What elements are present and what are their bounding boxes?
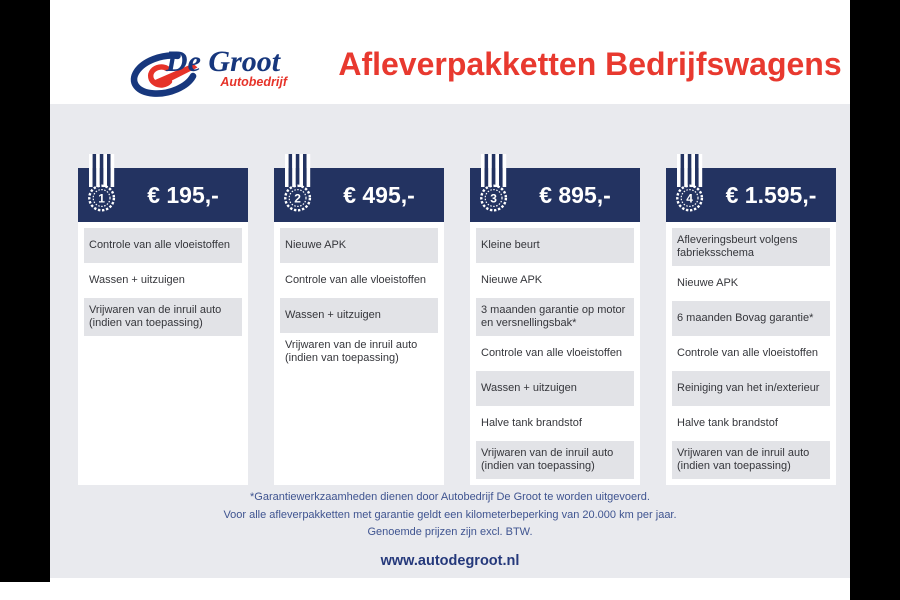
package-2-header <box>274 168 444 222</box>
bottom-band <box>50 578 850 600</box>
package-item: Kleine beurt <box>476 228 634 263</box>
footnote-line: Genoemde prijzen zijn excl. BTW. <box>367 526 533 538</box>
package-card-3 <box>470 168 640 485</box>
svg-text:2: 2 <box>294 191 301 206</box>
header-band <box>50 0 850 104</box>
package-item: Wassen + uitzuigen <box>84 263 242 298</box>
package-item: 6 maanden Bovag garantie* <box>672 301 830 336</box>
medal-1-icon <box>83 154 121 214</box>
package-item: Controle van alle vloeistoffen <box>672 336 830 371</box>
package-item: Wassen + uitzuigen <box>476 371 634 406</box>
package-item: Nieuwe APK <box>280 228 438 263</box>
medal-3-icon <box>475 154 513 214</box>
logo-name: De Groot <box>165 45 281 78</box>
package-1-header <box>78 168 248 222</box>
svg-text:1: 1 <box>98 191 105 206</box>
medal-2-icon <box>279 154 317 214</box>
logo-tagline: Autobedrijf <box>220 75 287 89</box>
package-4-price: € 1.595,- <box>725 181 817 208</box>
footnotes <box>50 489 850 542</box>
package-card-4 <box>666 168 836 485</box>
package-3-header <box>470 168 640 222</box>
package-item: Vrijwaren van de inruil auto (indien van toepassing) <box>672 441 830 479</box>
svg-text:3: 3 <box>490 191 497 206</box>
package-item: Controle van alle vloeistoffen <box>280 263 438 298</box>
letterbox-right <box>850 0 900 600</box>
package-4-header <box>666 168 836 222</box>
package-item: Reiniging van het in/exterieur <box>672 371 830 406</box>
package-cards <box>78 168 836 485</box>
package-item: Afleveringsbeurt volgens fabrieksschema <box>672 228 830 266</box>
svg-text:4: 4 <box>686 191 693 206</box>
package-item: Controle van alle vloeistoffen <box>476 336 634 371</box>
website-url[interactable]: www.autodegroot.nl <box>380 553 520 569</box>
package-3-price: € 895,- <box>539 181 611 208</box>
footnote-line: Voor alle afleverpakketten met garantie geldt een kilometerbeperking van 20.000 km per jaar. <box>223 508 677 521</box>
package-2-price: € 495,- <box>343 181 415 208</box>
package-item: Vrijwaren van de inruil auto (indien van toepassing) <box>280 333 438 371</box>
letterbox-left <box>0 0 50 582</box>
package-item: Nieuwe APK <box>476 263 634 298</box>
package-item: Vrijwaren van de inruil auto (indien van toepassing) <box>476 441 634 479</box>
medal-4-icon <box>671 154 709 214</box>
package-item: 3 maanden garantie op motor en versnellingsbak* <box>476 298 634 336</box>
package-item: Halve tank brandstof <box>476 406 634 441</box>
page-title: Afleverpakketten Bedrijfswagens <box>338 46 842 82</box>
package-item: Halve tank brandstof <box>672 406 830 441</box>
degroot-logo <box>126 32 301 98</box>
package-item: Wassen + uitzuigen <box>280 298 438 333</box>
package-item: Vrijwaren van de inruil auto (indien van toepassing) <box>84 298 242 336</box>
package-card-2 <box>274 168 444 485</box>
package-item: Controle van alle vloeistoffen <box>84 228 242 263</box>
package-1-price: € 195,- <box>147 181 219 208</box>
package-item: Nieuwe APK <box>672 266 830 301</box>
footnote-line: *Garantiewerkzaamheden dienen door Autobedrijf De Groot te worden uitgevoerd. <box>250 491 650 503</box>
package-card-1 <box>78 168 248 485</box>
